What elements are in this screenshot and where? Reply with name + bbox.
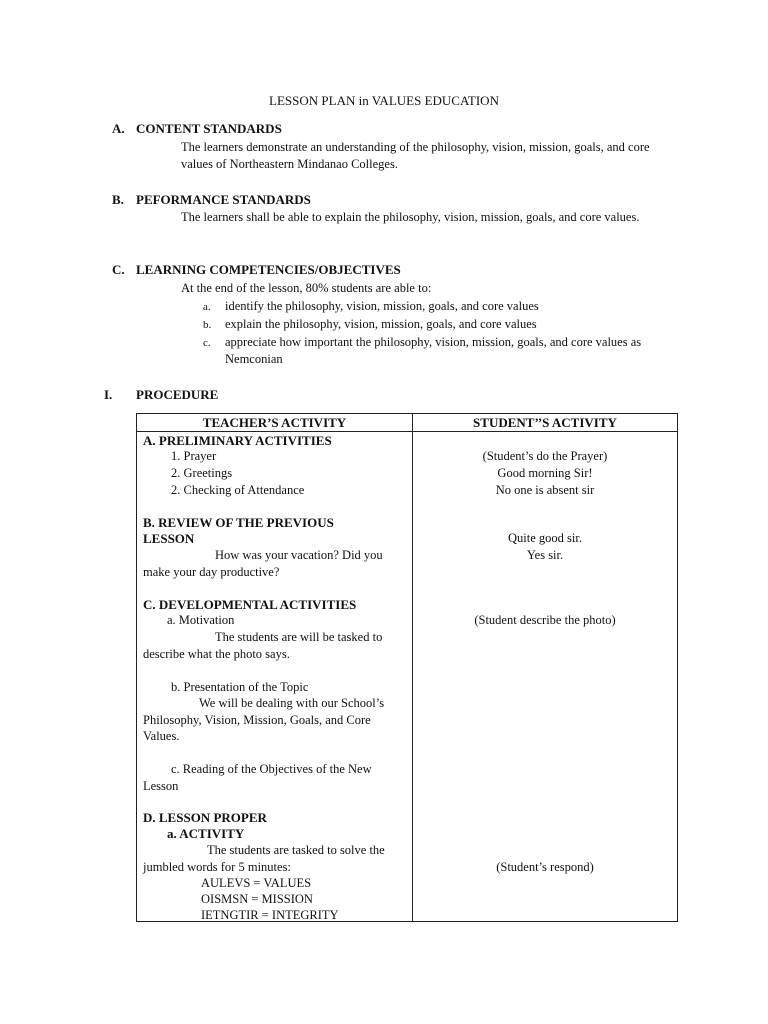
objective-marker: b. [203, 319, 212, 331]
procedure-heading [104, 386, 218, 403]
student-activity-cell [413, 432, 678, 922]
activity-text: The students are tasked to solve the [207, 843, 385, 857]
objective-marker: c. [203, 337, 211, 349]
prelim-item: 2. Checking of Attendance [171, 483, 305, 497]
section-a-heading [112, 120, 282, 137]
student-response: Quite good sir. [508, 531, 582, 545]
preliminary-heading: A. PRELIMINARY ACTIVITIES [143, 433, 332, 448]
objective-item [203, 298, 680, 316]
objective-text: appreciate how important the philosophy, vision, mission, goals, and core values as Nemconian [225, 335, 642, 366]
objective-text: explain the philosophy, vision, mission, goals, and core values [225, 317, 537, 331]
student-response: No one is absent sir [495, 483, 595, 497]
prelim-item: 2. Greetings [171, 466, 233, 480]
procedure-title: PROCEDURE [136, 387, 219, 402]
student-response: (Student describe the photo) [474, 613, 616, 627]
objective-text: identify the philosophy, vision, mission, goals, and core values [225, 299, 539, 313]
jumbled-word: OISMSN = MISSION [201, 892, 313, 906]
presentation-label: b. Presentation of the Topic [171, 680, 309, 694]
section-a-letter: A. [112, 121, 125, 136]
student-activity-header: STUDENT’’S ACTIVITY [413, 414, 678, 432]
section-c-title: LEARNING COMPETENCIES/OBJECTIVES [136, 262, 401, 277]
review-question-cont: make your day productive? [143, 565, 280, 579]
motivation-text: The students are will be tasked to [215, 630, 383, 644]
objective-item [203, 316, 680, 334]
student-response: Good morning Sir! [497, 466, 593, 480]
content-standards-text: The learners demonstrate an understanding of the philosophy, vision, mission, goals, and core values of Northeastern Mindanao Colleges. [181, 140, 650, 171]
objective-item [203, 334, 680, 368]
presentation-text: We will be dealing with our School’s [199, 696, 385, 710]
presentation-text-cont: Philosophy, Vision, Mission, Goals, and Core [143, 713, 371, 727]
student-response: Yes sir. [526, 548, 564, 562]
lesson-proper-heading: D. LESSON PROPER [143, 810, 267, 825]
review-heading: B. REVIEW OF THE PREVIOUS [143, 515, 334, 530]
objectives-intro: At the end of the lesson, 80% students are able to: [181, 281, 432, 295]
teacher-activity-header: TEACHER’S ACTIVITY [137, 414, 413, 432]
motivation-text-cont: describe what the photo says. [143, 647, 290, 661]
prelim-item: 1. Prayer [171, 449, 217, 463]
section-b-heading [112, 191, 311, 208]
developmental-heading: C. DEVELOPMENTAL ACTIVITIES [143, 597, 357, 612]
section-b-title: PEFORMANCE STANDARDS [136, 192, 311, 207]
activity-heading: a. ACTIVITY [167, 826, 245, 841]
objectives-reading-label-cont: Lesson [143, 779, 179, 793]
procedure-numeral: I. [104, 387, 113, 402]
student-response: (Student’s respond) [496, 860, 594, 874]
section-a-title: CONTENT STANDARDS [136, 121, 282, 136]
document-title: LESSON PLAN in VALUES EDUCATION [269, 93, 499, 108]
activity-table [136, 413, 678, 922]
teacher-activity-cell [137, 432, 413, 922]
section-b-letter: B. [112, 192, 124, 207]
performance-standards-text: The learners shall be able to explain the philosophy, vision, mission, goals, and core values. [181, 210, 640, 224]
jumbled-word: IETNGTIR = INTEGRITY [201, 908, 339, 922]
section-c-heading [112, 261, 401, 278]
motivation-label: a. Motivation [167, 613, 235, 627]
presentation-text-end: Values. [143, 729, 180, 743]
student-response: (Student’s do the Prayer) [482, 449, 608, 463]
objectives-reading-label: c. Reading of the Objectives of the New [171, 762, 372, 776]
jumbled-word: AULEVS = VALUES [201, 876, 312, 890]
review-question: How was your vacation? Did you [215, 548, 383, 562]
review-heading-cont: LESSON [143, 531, 195, 546]
section-c-letter: C. [112, 262, 125, 277]
objective-marker: a. [203, 301, 211, 313]
activity-text-cont: jumbled words for 5 minutes: [143, 860, 291, 874]
